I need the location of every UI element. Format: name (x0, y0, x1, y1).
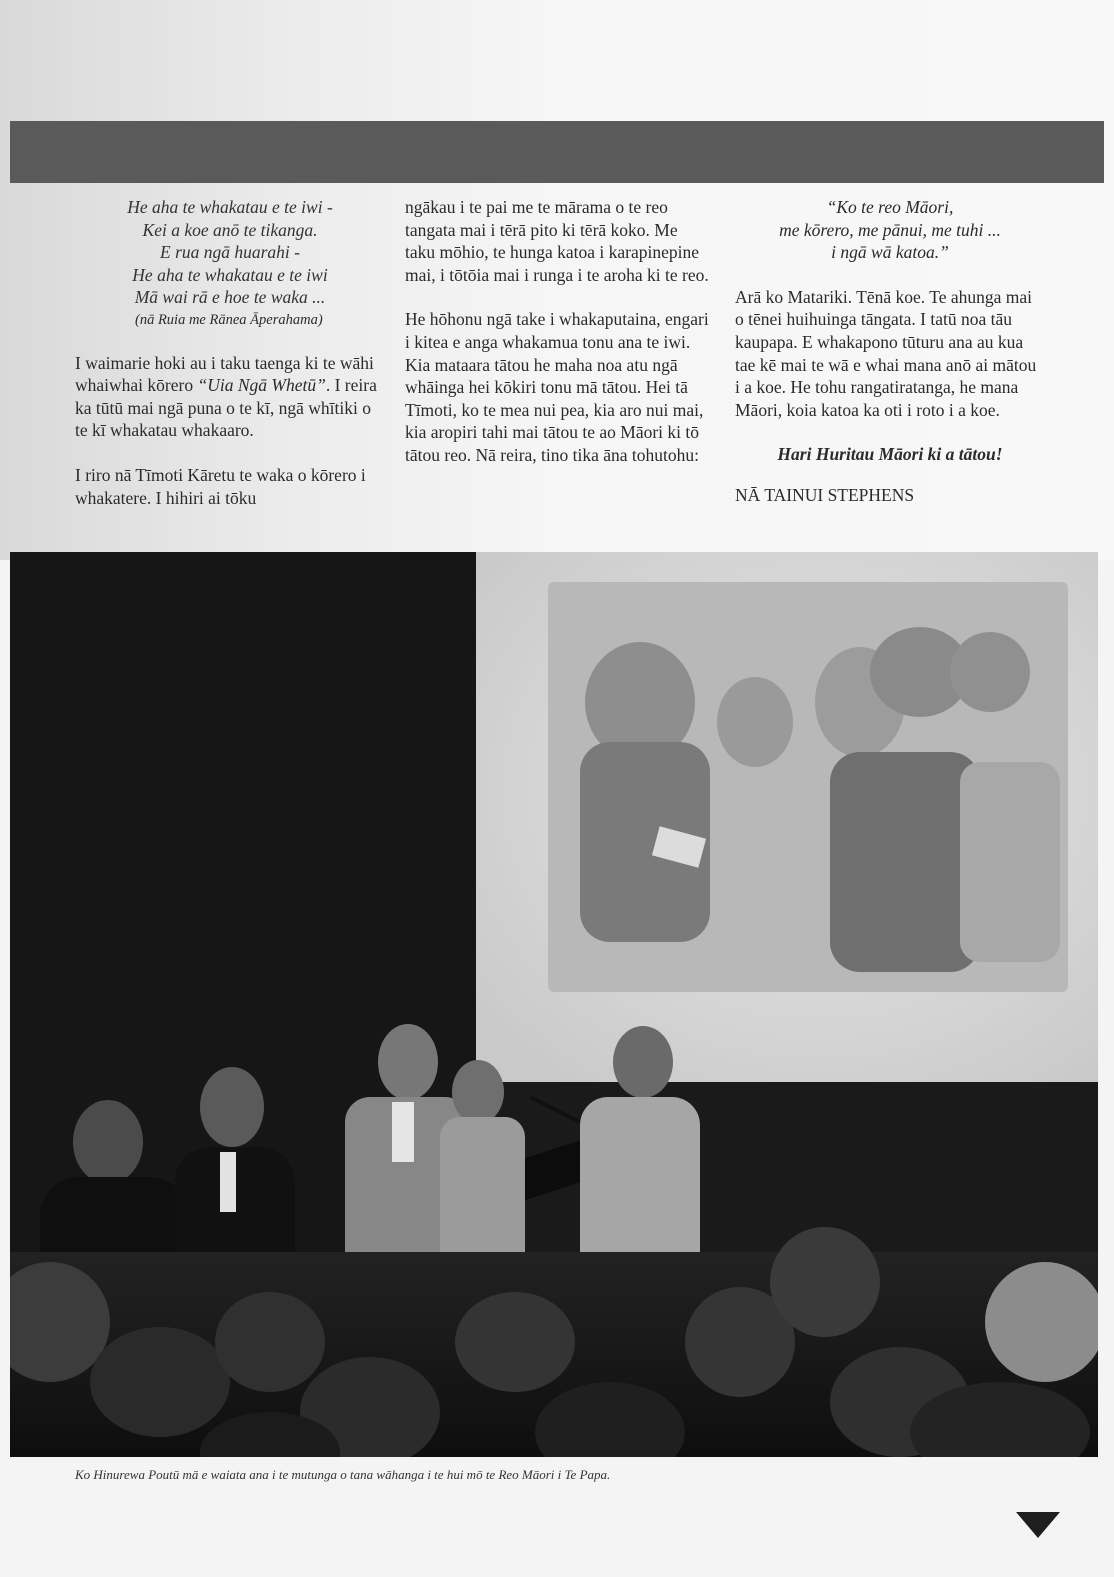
paragraph: Arā ko Matariki. Tēnā koe. Te ahunga mai o tēnei huihuinga tāngata. I tatū noa tāu kaupapa. E whakapono tūturu ana au kua tae kē mai te wā e whai mana anō ai mātou i a koe. He tohu rangatiratanga, he mana Māori, koia katoa ka oti i roto i a koe. (735, 286, 1037, 420)
poem-line: He aha te whakatau e te iwi - (127, 197, 333, 217)
poem-line: He aha te whakatau e te iwi (132, 264, 328, 285)
poem-line: Kei a koe anō te tikanga. (142, 219, 318, 240)
article-column-3 (735, 196, 1045, 529)
paragraph: I riro nā Tīmoti Kāretu te waka o kōrero i whakatere. I hihiri ai tōku (75, 464, 366, 508)
paragraph: He hōhonu ngā take i whakaputaina, engari i kitea e anga whakamua tonu ana te iwi. Kia mataara tātou he maha noa atu ngā whāinga hei kōkiri tonu mā tātou. Hei tā Tīmoti, ko te mea nui pea, kia aro nui mai, kia aropiri tahi mai tātou te ao Māori ki tō tātou reo. Nā reira, tino tika āna tohutohu: (405, 309, 709, 465)
quote-line: i ngā wā katoa.” (831, 242, 949, 263)
event-photo (10, 552, 1098, 1457)
paragraph: ngākau i te pai me te mārama o te reo tangata mai i tērā pito ki tērā koko. Me taku mōhio, te hunga katoa i karapinepine mai, i tōtōia mai i runga i te aroha ki te reo. (405, 197, 709, 285)
author-signature: NĀ TAINUI STEPHENS (735, 484, 915, 505)
poem-line: E rua ngā huarahi - (160, 242, 300, 263)
photo-caption: Ko Hinurewa Poutū mā e waiata ana i te mutunga o tana wāhanga i te hui mō te Reo Māori i Te Papa. (75, 1467, 611, 1482)
venue-name: “Uia Ngā Whetū” (197, 375, 326, 396)
quote-line: me kōrero, me pānui, me tuhi ... (779, 219, 1001, 240)
header-band (10, 121, 1104, 183)
page-turn-arrow-icon (1016, 1512, 1060, 1538)
paragraph-text: . I reira ka tūtū mai ngā puna o te kī, ngā whītiki o te kī whakatau whakaaro. (75, 375, 377, 441)
celebration-line: Hari Huritau Māori ki a tātou! (777, 444, 1003, 465)
quote (735, 196, 1045, 264)
paragraph-text: I waimarie hoki au i taku taenga ki te wāhi whaiwhai kōrero (75, 352, 374, 396)
quote-line: “Ko te reo Māori, (826, 197, 954, 217)
poem-line: Mā wai rā e hoe te waka ... (134, 287, 326, 308)
article-column-2 (405, 196, 710, 489)
paragraph (75, 352, 385, 442)
article-column-1 (75, 196, 385, 531)
poem-attribution: (nā Ruia me Rānea Āperahama) (135, 311, 323, 328)
poem (75, 196, 385, 309)
